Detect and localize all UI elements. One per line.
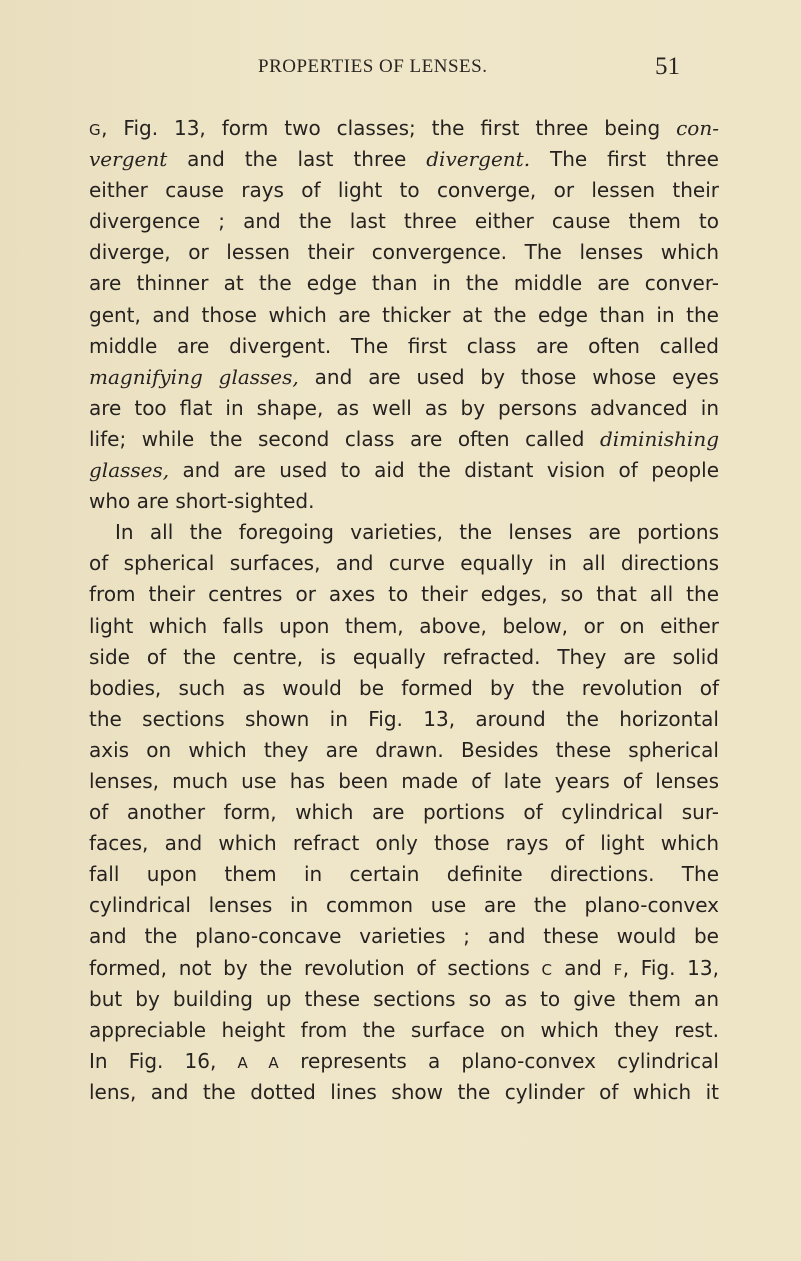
text-segment: gent, and those which are thicker at the edge than in the xyxy=(89,302,719,327)
text-segment: who are short-sighted. xyxy=(89,489,315,514)
running-head xyxy=(0,53,801,86)
text-segment: light which falls upon them, above, below, or on either xyxy=(89,613,719,638)
text-line xyxy=(89,268,719,299)
text-segment: A A xyxy=(237,1053,280,1072)
text-segment: of another form, which are portions of cylindrical sur- xyxy=(89,800,719,825)
text-segment: and xyxy=(552,955,614,980)
text-segment: from their centres or axes to their edges, so that all the xyxy=(89,582,719,607)
text-line xyxy=(89,642,719,673)
text-line xyxy=(89,797,719,828)
text-line xyxy=(89,237,719,268)
text-line xyxy=(89,921,719,952)
text-line xyxy=(89,859,719,890)
text-line xyxy=(89,1015,719,1046)
page-number: 51 xyxy=(655,53,680,80)
text-segment: fall upon them in certain definite directions. The xyxy=(89,862,719,887)
text-segment: diverge, or lessen their convergence. The lenses which xyxy=(89,240,719,265)
text-line xyxy=(89,206,719,237)
text-segment: bodies, such as would be formed by the revolution of xyxy=(89,675,719,700)
text-line xyxy=(89,984,719,1015)
text-line xyxy=(89,953,719,984)
text-line xyxy=(89,486,719,517)
text-segment: In Fig. 16, xyxy=(89,1048,238,1073)
text-segment: are too flat in shape, as well as by persons advanced in xyxy=(89,395,719,420)
text-segment: but by building up these sections so as to give them an xyxy=(89,986,719,1011)
text-segment: G xyxy=(89,121,102,139)
text-line xyxy=(89,424,719,455)
text-segment: are thinner at the edge than in the middle are conver- xyxy=(89,271,719,296)
text-segment: and are used by those whose eyes xyxy=(298,364,720,389)
text-line xyxy=(89,1077,719,1108)
running-head-title: PROPERTIES OF LENSES. xyxy=(258,56,488,77)
text-segment: lenses, much use has been made of late years of lenses xyxy=(89,768,719,793)
text-line xyxy=(89,828,719,859)
text-segment: C xyxy=(541,960,553,979)
text-segment: vergent xyxy=(89,147,168,172)
text-segment: middle are divergent. The first class are often called xyxy=(89,333,719,358)
text-line xyxy=(89,455,719,486)
text-line xyxy=(89,517,719,548)
text-segment: and the last three xyxy=(167,147,427,172)
text-segment: of spherical surfaces, and curve equally in all directions xyxy=(89,551,719,576)
text-line xyxy=(89,331,719,362)
text-segment: lens, and the dotted lines show the cylinder of which it xyxy=(89,1079,719,1104)
text-line xyxy=(89,175,719,206)
text-segment: formed, not by the revolution of sections xyxy=(89,955,542,980)
text-line xyxy=(89,113,719,144)
text-segment: , Fig. 13, xyxy=(622,955,719,980)
text-segment: and the plano-concave varieties ; and these would be xyxy=(89,924,719,949)
text-line xyxy=(89,362,719,393)
text-line xyxy=(89,1046,719,1077)
text-line xyxy=(89,144,719,175)
text-line xyxy=(89,393,719,424)
text-segment: In all the foregoing varieties, the lenses are portions xyxy=(115,520,719,545)
text-line xyxy=(89,579,719,610)
text-segment: glasses, xyxy=(89,458,170,483)
text-segment: axis on which they are drawn. Besides these spherical xyxy=(89,737,719,762)
text-segment: side of the centre, is equally refracted. They are solid xyxy=(89,644,719,669)
text-line xyxy=(89,548,719,579)
text-segment: The first three xyxy=(530,147,719,172)
text-line xyxy=(89,735,719,766)
text-line xyxy=(89,890,719,921)
text-segment: life; while the second class are often called xyxy=(89,426,600,451)
text-segment: magnifying glasses, xyxy=(89,364,299,389)
text-segment: the sections shown in Fig. 13, around the horizontal xyxy=(89,706,719,731)
text-line xyxy=(89,673,719,704)
body-text xyxy=(89,113,719,1108)
text-segment: , Fig. 13, form two classes; the first three being xyxy=(101,116,677,140)
text-line xyxy=(89,766,719,797)
text-segment: divergent. xyxy=(426,147,531,172)
text-segment: con- xyxy=(676,116,719,140)
text-line xyxy=(89,611,719,642)
text-segment: and are used to aid the distant vision of people xyxy=(169,458,719,483)
text-segment: represents a plano-convex cylindrical xyxy=(279,1048,719,1073)
text-line xyxy=(89,300,719,331)
text-segment: either cause rays of light to converge, or lessen their xyxy=(89,178,719,203)
text-segment: diminishing xyxy=(599,426,719,451)
text-segment: appreciable height from the surface on which they rest. xyxy=(89,1017,719,1042)
text-line xyxy=(89,704,719,735)
text-segment: cylindrical lenses in common use are the plano-convex xyxy=(89,893,719,918)
text-segment: divergence ; and the last three either cause them to xyxy=(89,209,719,234)
text-segment: F xyxy=(613,960,623,979)
text-segment: faces, and which refract only those rays of light which xyxy=(89,831,719,856)
